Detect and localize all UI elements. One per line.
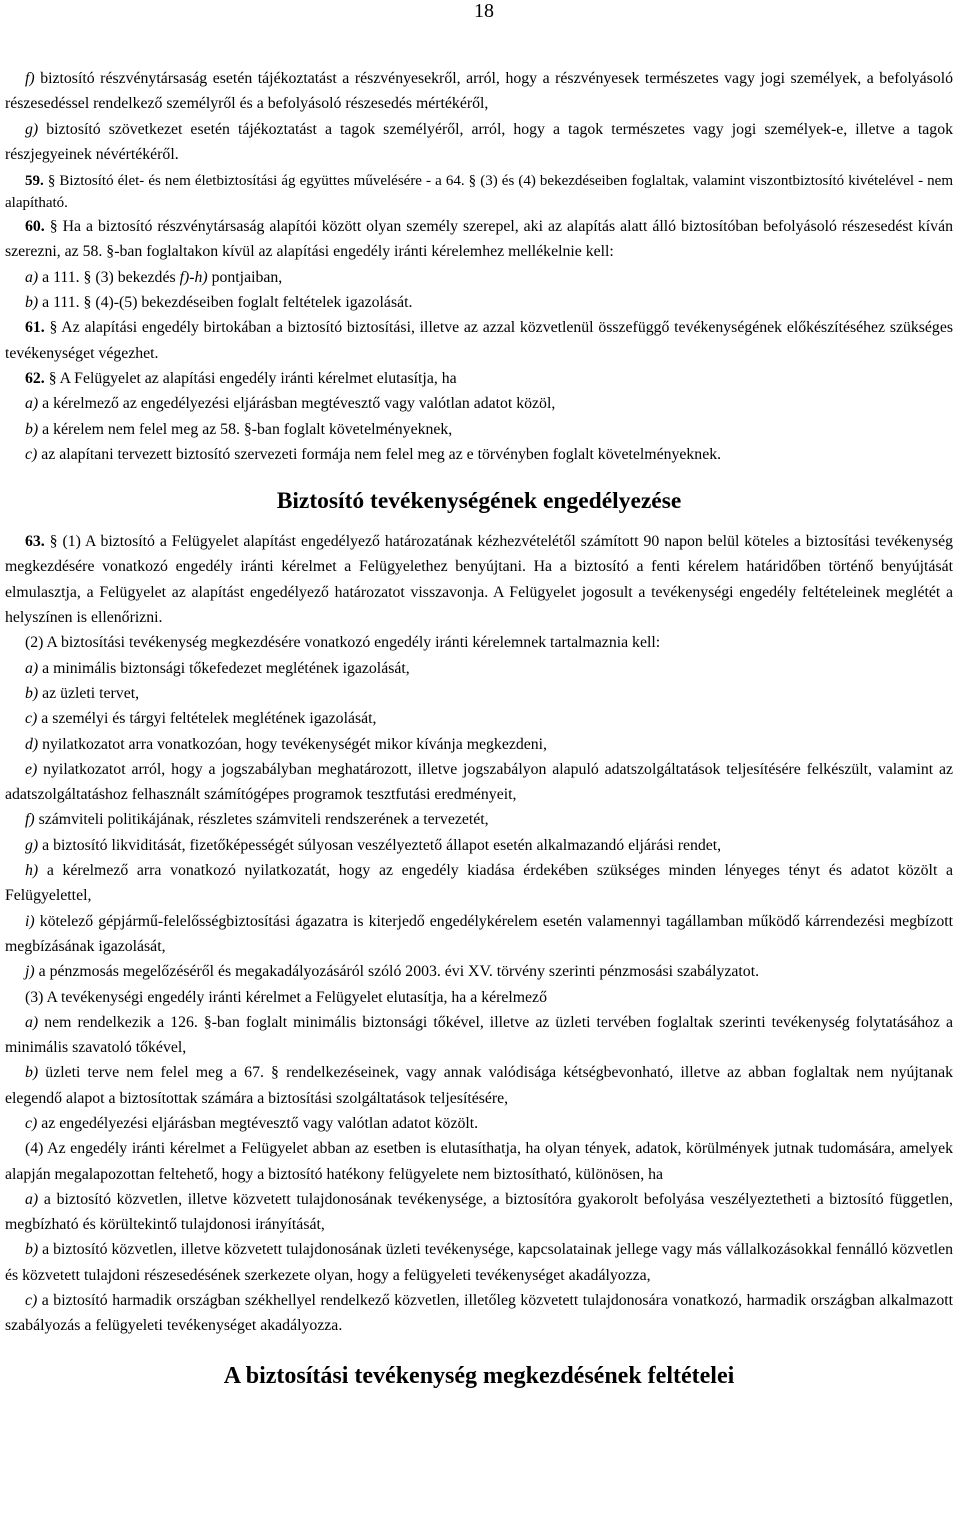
item-2-h xyxy=(5,858,953,909)
list-marker: a) xyxy=(25,1013,39,1031)
paragraph-text: pontjaiban, xyxy=(207,268,283,286)
item-2-j xyxy=(5,959,953,984)
item-4-b xyxy=(5,1237,953,1288)
item-2-g xyxy=(5,833,953,858)
paragraph-text: § Ha a biztosító részvénytársaság alapítói között olyan személy szerepel, aki az alapítás alatt álló biztosítóban befolyásoló részesedést kíván szerezni, az 58. §-ban foglaltakon kívül az alapítási engedély iránti kérelemhez mellékelnie kell: xyxy=(5,218,953,261)
paragraph-text: az üzleti tervet, xyxy=(38,684,140,702)
list-marker: b) xyxy=(25,420,39,438)
item-2-f xyxy=(5,807,953,832)
paragraph-text: § Az alapítási engedély birtokában a biztosító biztosítási, illetve az azzal közvetlenül összefüggő tevékenységének előkészítéséhez szükséges tevékenységet végezhet. xyxy=(5,319,953,362)
paragraph-text: az alapítani tervezett biztosító szervezeti formája nem felel meg az e törvényben foglalt követelményeknek. xyxy=(37,445,722,463)
list-marker: c) xyxy=(25,1292,38,1310)
list-marker: c) xyxy=(25,1114,38,1132)
subsection-3 xyxy=(5,985,953,1010)
item-3-c xyxy=(5,1111,953,1136)
item-4-a xyxy=(5,1187,953,1238)
paragraph-text: a biztosító harmadik országban székhellyel rendelkező közvetlen, illetőleg közvetett tulajdonosára vonatkozó, harmadik országban alkalmazott szabályozás a felügyeleti tevékenységet akadályozza. xyxy=(5,1292,953,1335)
document-body xyxy=(5,66,953,1391)
paragraph-text: § Biztosító élet- és nem életbiztosítási ág együttes művelésére - a 64. § (3) és (4) bekezdéseiben foglaltak, valamint viszontbiztosító kivételével - nem alapítható. xyxy=(5,173,953,212)
paragraph-text: § (1) A biztosító a Felügyelet alapítást engedélyező határozatának kézhezvételétől számított 90 napon belül köteles a biztosítási tevékenység megkezdésére vonatkozó engedély iránti kérelmet a Felügyelethez benyújtani. Ha a biztosító a fenti kérelem határidőben történő benyújtását elmulasztja, a Felügyelet az alapítást engedélyező határozatot visszavonja. A Felügyelet jogosult a tevékenységi engedély feltételeinek meglétét a helyszínen is ellenőrizni. xyxy=(5,533,953,627)
list-marker: f) xyxy=(25,811,35,829)
section-number: 61. xyxy=(25,319,45,337)
paragraph-text: a kérelmező arra vonatkozó nyilatkozatát, hogy az engedély kiadása érdekében szükséges minden lényeges tényt és adatot közölt a Felügyelettel, xyxy=(5,862,953,905)
item-62-c xyxy=(5,442,953,467)
paragraph-text: nem rendelkezik a 126. §-ban foglalt minimális biztonsági tőkével, illetve az üzleti tervében foglaltak szerinti tevékenység folytatásához a minimális szavatoló tőkével, xyxy=(5,1013,953,1057)
paragraph-text: § A Felügyelet az alapítási engedély iránti kérelmet elutasítja, ha xyxy=(44,369,457,387)
item-62-b xyxy=(5,417,953,442)
paragraph-text: a biztosító közvetlen, illetve közvetett tulajdonosának üzleti tevékenysége, kapcsolatainak jellege vagy más vállalkozásokkal fennálló közvetlen és közvetett tulajdoni részesedésének szerkezete olyan, hogy a felügyeleti tevékenységet akadályozza, xyxy=(5,1241,953,1284)
paragraph-text: biztosító szövetkezet esetén tájékoztatást a tagok személyéről, arról, hogy a tagok természetes vagy jogi személyek-e, illetve a tagok részjegyeinek névértékéről. xyxy=(5,120,953,163)
item-3-a xyxy=(5,1010,953,1061)
paragraph-text: (4) Az engedély iránti kérelmet a Felügyelet abban az esetben is elutasíthatja, ha olyan tények, adatok, körülmények jutnak tudomására, amelyek alapján megalapozottan feltehető, hogy a biztosító hatékony felügyelete nem biztosítható, különösen, ha xyxy=(5,1140,953,1183)
paragraph-text: a kérelem nem felel meg az 58. §-ban foglalt követelményeknek, xyxy=(38,420,453,438)
paragraph-text: (2) A biztosítási tevékenység megkezdésére vonatkozó engedély iránti kérelemnek tartalmaznia kell: xyxy=(25,634,661,652)
list-marker: a) xyxy=(25,659,39,677)
section-63 xyxy=(5,529,953,630)
item-2-i xyxy=(5,909,953,960)
item-2-d xyxy=(5,732,953,757)
paragraph-text: a kérelmező az engedélyezési eljárásban megtévesztő vagy valótlan adatot közöl, xyxy=(38,395,556,413)
list-marker: a) xyxy=(25,268,39,286)
item-4-c xyxy=(5,1288,953,1339)
section-number: 62. xyxy=(25,369,45,387)
list-marker: a) xyxy=(25,1190,39,1208)
section-62 xyxy=(5,366,953,391)
paragraph-text: nyilatkozatot arról, hogy a jogszabályban meghatározott, illetve jogszabályon alapuló adatszolgáltatások teljesítésére felkészült, valamint az adatszolgáltatáshoz felhasznált számítógépes programok tesztfutási eredményeit, xyxy=(5,760,953,804)
page-number: 18 xyxy=(474,0,494,22)
item-60-a xyxy=(5,265,953,290)
paragraph-text: (3) A tevékenységi engedély iránti kérelmet a Felügyelet elutasítja, ha a kérelmező xyxy=(25,988,547,1006)
section-60 xyxy=(5,214,953,265)
list-marker: i) xyxy=(25,912,35,930)
list-marker: g) xyxy=(25,120,39,138)
list-marker: g) xyxy=(25,836,39,854)
list-marker: b) xyxy=(25,684,39,702)
paragraph-text: a biztosító közvetlen, illetve közvetett tulajdonosának tevékenysége, a biztosítóra gyakorolt befolyása veszélyeztetheti a biztosító független, megbízható és körültekintő tulajdonosi irányítását, xyxy=(5,1190,953,1234)
section-heading: Biztosító tevékenységének engedélyezése xyxy=(276,488,682,515)
paragraph-text: üzleti terve nem felel meg a 67. § rendelkezéseinek, vagy annak valódisága kétségbevonható, illetve az abban foglaltak nem nyújtanak elegendő alapot a biztosítottak számára a biztosítási szolgáltatások teljesítésére, xyxy=(5,1064,953,1107)
list-marker: b) xyxy=(25,294,39,312)
list-marker: d) xyxy=(25,735,39,753)
item-2-a xyxy=(5,656,953,681)
list-marker: h) xyxy=(25,862,39,880)
item-60-b xyxy=(5,290,953,315)
paragraph-text: a minimális biztonsági tőkefedezet meglétének igazolását, xyxy=(38,659,410,677)
list-marker: b) xyxy=(25,1064,39,1082)
paragraph-text: a 111. § (3) bekezdés xyxy=(38,268,180,286)
list-marker: c) xyxy=(25,710,38,728)
paragraph-text: a személyi és tárgyi feltételek meglétének igazolását, xyxy=(37,710,377,728)
paragraph-text: kötelező gépjármű-felelősségbiztosítási ágazatra is kiterjedő engedélykérelem esetén valamennyi tagállamban működő kárrendezési megbízott megbízásának igazolását, xyxy=(5,912,953,955)
item-2-e xyxy=(5,757,953,808)
list-marker: f) xyxy=(25,70,35,87)
paragraph-f xyxy=(5,66,953,117)
italic-ref: f)-h) xyxy=(179,268,208,286)
section-heading-2: A biztosítási tevékenység megkezdésének feltételei xyxy=(223,1362,735,1389)
list-marker: a) xyxy=(25,395,39,413)
paragraph-text: az engedélyezési eljárásban megtévesztő vagy valótlan adatot közölt. xyxy=(37,1114,479,1132)
paragraph-text: számviteli politikájának, részletes számviteli rendszerének a tervezetét, xyxy=(34,811,489,829)
list-marker: j) xyxy=(25,963,35,981)
section-61 xyxy=(5,315,953,366)
list-marker: c) xyxy=(25,445,38,463)
list-marker: e) xyxy=(25,760,38,778)
item-3-b xyxy=(5,1060,953,1111)
paragraph-text: biztosító részvénytársaság esetén tájékoztatást a részvényesekről, arról, hogy a részvényesek természetes vagy jogi személyek, a befolyásoló részesedéssel rendelkező személyről és a befolyásoló részesedés mértékéről, xyxy=(5,70,953,113)
paragraph-text: a biztosító likviditását, fizetőképességét súlyosan veszélyeztető állapot esetén alkalmazandó eljárási rendet, xyxy=(38,836,722,854)
section-number: 63. xyxy=(25,533,45,551)
section-number: 60. xyxy=(25,218,45,236)
subsection-4 xyxy=(5,1136,953,1187)
paragraph-text: a 111. § (4)-(5) bekezdéseiben foglalt feltételek igazolását. xyxy=(38,294,413,312)
paragraph-g xyxy=(5,117,953,168)
item-2-b xyxy=(5,681,953,706)
item-62-a xyxy=(5,391,953,416)
section-number: 59. xyxy=(25,173,44,190)
subsection-2 xyxy=(5,630,953,655)
item-2-c xyxy=(5,706,953,731)
paragraph-text: nyilatkozatot arra vonatkozóan, hogy tevékenységét mikor kívánja megkezdeni, xyxy=(38,735,548,753)
section-59 xyxy=(5,170,953,214)
list-marker: b) xyxy=(25,1241,39,1259)
paragraph-text: a pénzmosás megelőzéséről és megakadályozásáról szóló 2003. évi XV. törvény szerinti pénzmosási szabályzatot. xyxy=(34,963,760,981)
